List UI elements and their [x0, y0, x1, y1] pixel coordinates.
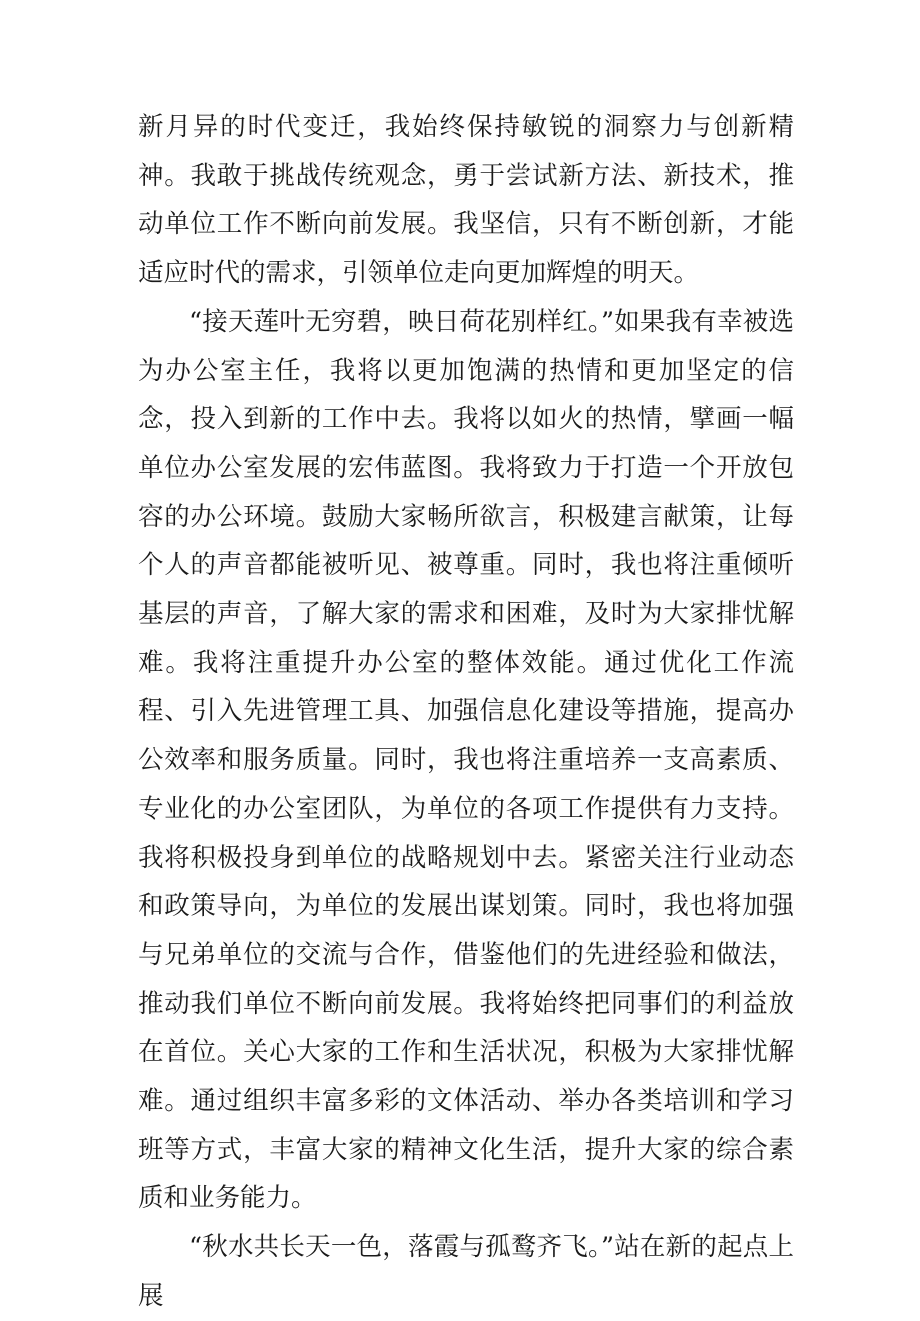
- document-body: [138, 103, 794, 1321]
- paragraph-office-director-plan: “接天莲叶无穷碧，映日荷花别样红。”如果我有幸被选为办公室主任，我将以更加饱满的热情和更加坚定的信念，投入到新的工作中去。我将以如火的热情，擘画一幅单位办公室发展的宏伟蓝图。我将致力于打造一个开放包容的办公环境。鼓励大家畅所欲言，积极建言献策，让每个人的声音都能被听见、被尊重。同时，我也将注重倾听基层的声音，了解大家的需求和困难，及时为大家排忧解难。我将注重提升办公室的整体效能。通过优化工作流程、引入先进管理工具、加强信息化建设等措施，提高办公效率和服务质量。同时，我也将注重培养一支高素质、专业化的办公室团队，为单位的各项工作提供有力支持。我将积极投身到单位的战略规划中去。紧密关注行业动态和政策导向，为单位的发展出谋划策。同时，我也将加强与兄弟单位的交流与合作，借鉴他们的先进经验和做法，推动我们单位不断向前发展。我将始终把同事们的利益放在首位。关心大家的工作和生活状况，积极为大家排忧解难。通过组织丰富多彩的文体活动、举办各类培训和学习班等方式，丰富大家的精神文化生活，提升大家的综合素质和业务能力。: [138, 306, 794, 1214]
- paragraph-innovation: 新月异的时代变迁，我始终保持敏锐的洞察力与创新精神。我敢于挑战传统观念，勇于尝试新方法、新技术，推动单位工作不断向前发展。我坚信，只有不断创新，才能适应时代的需求，引领单位走向更加辉煌的明天。: [138, 112, 794, 289]
- paragraph-new-starting-point: “秋水共长天一色，落霞与孤鹜齐飞。”站在新的起点上展: [138, 1232, 794, 1311]
